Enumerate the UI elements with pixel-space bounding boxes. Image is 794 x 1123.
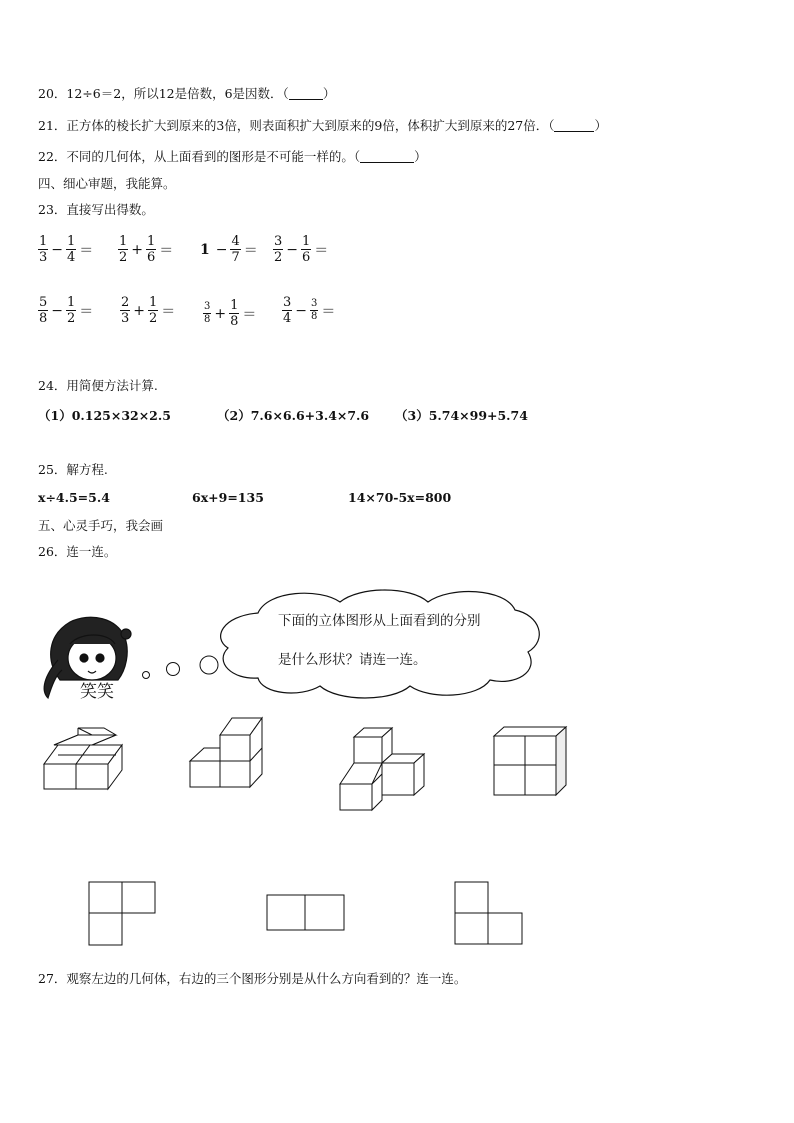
cloud-shape xyxy=(221,590,540,698)
top-view-shape-3 xyxy=(455,882,522,944)
question-20: 20．12÷6＝2，所以12是倍数，6是因数．（ ） xyxy=(38,86,336,101)
answer-blank[interactable] xyxy=(360,151,414,163)
fraction-expr-5: $\frac{5}{8}$ − $\frac{1}{2}$ ＝ xyxy=(39,295,94,326)
question-21-text: 21．正方体的棱长扩大到原来的3倍，则表面积扩大到原来的9倍，体积扩大到原来的27倍．（ xyxy=(38,118,555,133)
fraction-expr-2: $\frac{1}{2}$ + $\frac{1}{6}$ ＝ xyxy=(119,234,174,265)
question-24: 24．用简便方法计算. xyxy=(38,378,158,393)
question-20-text: 20．12÷6＝2，所以12是倍数，6是因数．（ xyxy=(38,86,289,101)
thought-bubble-illustration xyxy=(0,580,794,1000)
bubble-text-line2: 是什么形状？请连一连。 xyxy=(278,652,427,668)
solid-figure-1 xyxy=(44,728,122,789)
question-26: 26．连一连。 xyxy=(38,544,117,559)
question-22: 22．不同的几何体，从上面看到的图形是不可能一样的。（ ） xyxy=(38,149,427,164)
solid-figure-4 xyxy=(494,727,566,795)
fraction-expr-6: $\frac{2}{3}$ + $\frac{1}{2}$ ＝ xyxy=(121,295,176,326)
fraction-expr-4: $\frac{3}{2}$ − $\frac{1}{6}$ ＝ xyxy=(274,234,329,265)
q24-item-3: （3）5.74×99+5.74 xyxy=(395,408,528,423)
top-view-shape-2 xyxy=(267,895,344,930)
fraction-expr-8: $\frac{3}{4}$ − $\frac{3}{8}$ ＝ xyxy=(283,295,336,326)
fraction-expr-7: $\frac{3}{8}$ + $\frac{1}{8}$ ＝ xyxy=(204,298,257,329)
fraction-expr-1: $\frac{1}{3}$ − $\frac{1}{4}$ ＝ xyxy=(39,234,94,265)
question-21: 21．正方体的棱长扩大到原来的3倍，则表面积扩大到原来的9倍，体积扩大到原来的27倍．（ ） xyxy=(38,118,607,133)
answer-blank[interactable] xyxy=(554,120,594,132)
q25-item-3: 14×70-5x=800 xyxy=(348,490,452,505)
answer-blank[interactable] xyxy=(289,88,323,100)
top-view-shape-1 xyxy=(89,882,155,945)
question-23: 23．直接写出得数。 xyxy=(38,202,154,217)
girl-name-label: 笑笑 xyxy=(80,682,114,702)
q24-item-2: （2）7.6×6.6+3.4×7.6 xyxy=(217,408,370,423)
solid-figure-2 xyxy=(190,718,262,787)
q25-item-1: x÷4.5=5.4 xyxy=(38,490,110,505)
section-4-heading: 四、细心审题，我能算。 xyxy=(38,176,176,191)
question-25: 25．解方程. xyxy=(38,462,108,477)
solid-figure-3 xyxy=(340,728,424,810)
bubble-text-line1: 下面的立体图形从上面看到的分别 xyxy=(278,613,481,629)
question-22-text: 22．不同的几何体，从上面看到的图形是不可能一样的。（ xyxy=(38,149,361,164)
question-27: 27．观察左边的几何体，右边的三个图形分别是从什么方向看到的？连一连。 xyxy=(38,971,467,986)
q24-item-1: （1）0.125×32×2.5 xyxy=(38,408,171,423)
q25-item-2: 6x+9=135 xyxy=(192,490,264,505)
section-5-heading: 五、心灵手巧，我会画 xyxy=(38,518,164,533)
fraction-expr-3: 1 − $\frac{4}{7}$ ＝ xyxy=(200,234,258,265)
